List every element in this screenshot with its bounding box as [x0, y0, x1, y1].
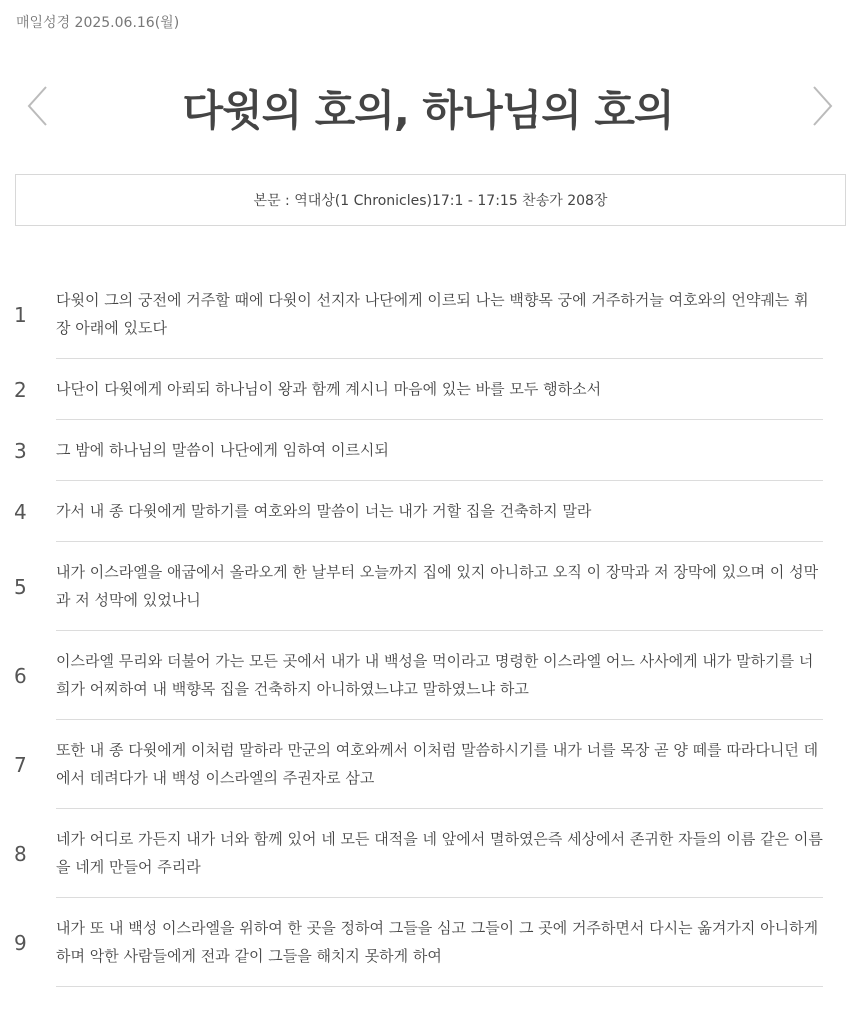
verse-text: 그 밤에 하나님의 말씀이 나단에게 임하여 이르시되: [56, 420, 823, 481]
verse-text: 나단이 다윗에게 아뢰되 하나님이 왕과 함께 계시니 마음에 있는 바를 모두 행하소서: [56, 359, 823, 420]
passage-label: 본문 : 역대상(1 Chronicles)17:1 - 17:15 찬송가 208장: [253, 193, 608, 209]
passage-reference: [15, 174, 846, 226]
verse-item: [0, 898, 856, 987]
verse-item: [0, 270, 856, 359]
verse-list: [0, 270, 856, 987]
verse-item: [0, 720, 856, 809]
verse-item: [0, 631, 856, 720]
verse-number: 8: [14, 841, 27, 866]
verse-item: [0, 542, 856, 631]
verse-text: 가서 내 종 다윗에게 말하기를 여호와의 말씀이 너는 내가 거할 집을 건축하지 말라: [56, 481, 823, 542]
verse-number: 4: [14, 499, 27, 524]
verse-number: 1: [14, 302, 27, 327]
verse-number: 9: [14, 930, 27, 955]
verse-text: 네가 어디로 가든지 내가 너와 함께 있어 네 모든 대적을 네 앞에서 멸하였은즉 세상에서 존귀한 자들의 이름 같은 이름을 네게 만들어 주리라: [56, 809, 823, 898]
verse-number: 2: [14, 377, 27, 402]
verse-text: 또한 내 종 다윗에게 이처럼 말하라 만군의 여호와께서 이처럼 말씀하시기를 내가 너를 목장 곧 양 떼를 따라다니던 데에서 데려다가 내 백성 이스라엘의 주권자로 삼고: [56, 720, 823, 809]
verse-text: 다윗이 그의 궁전에 거주할 때에 다윗이 선지자 나단에게 이르되 나는 백향목 궁에 거주하거늘 여호와의 언약궤는 휘장 아래에 있도다: [56, 270, 823, 359]
chevron-right-icon: [806, 84, 836, 128]
date-label: 매일성경 2025.06.16(월): [16, 15, 180, 31]
verse-item: [0, 809, 856, 898]
verse-number: 6: [14, 663, 27, 688]
next-day-button[interactable]: [806, 84, 836, 128]
verse-number: 3: [14, 438, 27, 463]
verse-text: 내가 또 내 백성 이스라엘을 위하여 한 곳을 정하여 그들을 심고 그들이 그 곳에 거주하면서 다시는 옮겨가지 아니하게 하며 악한 사람들에게 전과 같이 그들을 해치지 못하게 하여: [56, 898, 823, 987]
title-row: [0, 70, 856, 140]
verse-number: 5: [14, 574, 27, 599]
verse-text: 내가 이스라엘을 애굽에서 올라오게 한 날부터 오늘까지 집에 있지 아니하고 오직 이 장막과 저 장막에 있으며 이 성막과 저 성막에 있었나니: [56, 542, 823, 631]
verse-item: [0, 481, 856, 542]
page-title: 다윗의 호의, 하나님의 호의: [182, 86, 674, 135]
verse-item: [0, 359, 856, 420]
verse-text: 이스라엘 무리와 더불어 가는 모든 곳에서 내가 내 백성을 먹이라고 명령한 이스라엘 어느 사사에게 내가 말하기를 너희가 어찌하여 내 백향목 집을 건축하지 아니하였느냐고 말하였느냐 하고: [56, 631, 823, 720]
verse-item: [0, 420, 856, 481]
verse-number: 7: [14, 752, 27, 777]
